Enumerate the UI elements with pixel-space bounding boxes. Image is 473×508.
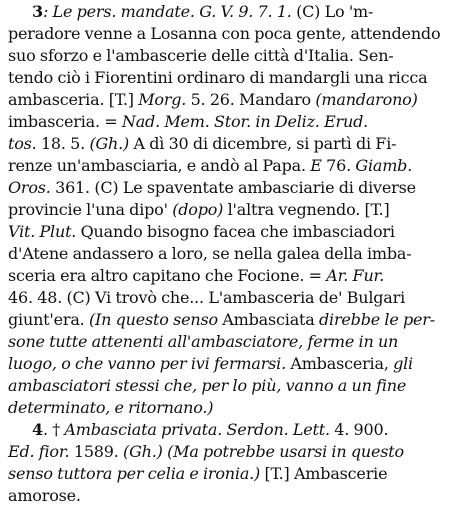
text-run: Vi trovò che... L'ambasceria de' Bulgari xyxy=(90,288,405,307)
text-run: 361. xyxy=(55,178,95,197)
text-run: (Ma potrebbe usarsi in questo xyxy=(167,442,404,461)
text-run: Ambasciata privata. Serdon. Lett. xyxy=(64,420,330,439)
text-run: [T.] xyxy=(364,200,390,219)
text-run: (Gh.) xyxy=(123,442,163,461)
text-run: [T.] xyxy=(108,90,134,109)
text-run: Nad. Mem. Stor. in Deliz. Erud. xyxy=(121,112,369,131)
text-run: l'altra vegnendo. xyxy=(223,200,365,219)
text-run: 76. xyxy=(321,156,356,175)
text-run: Ar. Fur. xyxy=(326,266,385,285)
text-line xyxy=(8,378,406,398)
text-run: 3 xyxy=(32,2,43,21)
text-run: (dopo) xyxy=(172,200,224,219)
text-line xyxy=(8,26,440,46)
text-run: 46. 48. xyxy=(8,288,67,307)
text-run: (Gh.) xyxy=(89,134,130,153)
text-run: Vit. Plut. xyxy=(8,222,77,241)
text-run: Giamb. xyxy=(355,156,413,175)
text-run: sceria era altro capitano che Focione. = xyxy=(8,266,327,285)
text-line xyxy=(8,444,404,464)
text-line xyxy=(8,400,213,420)
text-run: Ambasceria, xyxy=(290,354,394,373)
text-run: tos. xyxy=(8,134,41,153)
text-run: direbbe le per- xyxy=(318,310,435,329)
text-run: 4. 900. xyxy=(329,420,389,439)
text-line xyxy=(8,180,416,200)
text-line xyxy=(32,4,373,24)
text-line xyxy=(8,136,396,156)
text-line xyxy=(8,48,394,68)
text-line xyxy=(8,92,418,112)
text-run: determinato, e ritornano.) xyxy=(8,398,214,417)
text-run: (mandarono) xyxy=(315,90,418,109)
text-line xyxy=(8,488,81,508)
text-run: [T.] Ambascerie xyxy=(260,464,388,483)
text-run: imbasceria. = xyxy=(8,112,122,131)
text-line xyxy=(8,246,411,266)
text-run: luogo, o che vanno per ivi fermarsi. xyxy=(8,354,291,373)
text-run: amorose. xyxy=(8,486,81,505)
text-line xyxy=(32,422,388,442)
text-line xyxy=(8,356,413,376)
text-run: 1589. xyxy=(69,442,124,461)
text-run: Morg. xyxy=(133,90,191,109)
text-run: . † xyxy=(42,420,65,439)
text-run: 5. 26. Mandaro xyxy=(190,90,316,109)
text-run: d'Atene andassero a loro, se nella galea della imba- xyxy=(8,244,412,263)
text-line xyxy=(8,70,427,90)
text-run: (C) xyxy=(94,178,119,197)
text-run: sone tutte attenenti all'ambasciatore, ferme in un xyxy=(8,332,399,351)
text-line xyxy=(8,312,435,332)
text-run: peradore venne a Losanna con poca gente, attendendo xyxy=(8,24,441,43)
text-line xyxy=(8,114,368,134)
text-run: tendo ciò i Fiorentini ordinaro di mandargli una ricca xyxy=(8,68,428,87)
text-run: (In questo senso xyxy=(88,310,218,329)
text-run: (C) xyxy=(66,288,91,307)
text-run: renze un'ambasciaria, e andò al Papa. xyxy=(8,156,311,175)
text-run: giunt'era. xyxy=(8,310,89,329)
text-run: Ambasciata xyxy=(217,310,319,329)
text-line xyxy=(8,334,398,354)
text-run: ambasciatori stessi che, per lo più, vanno a un fine xyxy=(8,376,407,395)
text-run: gli xyxy=(393,354,413,373)
text-run: (C) xyxy=(296,2,321,21)
text-line xyxy=(8,290,405,310)
text-run: A dì 30 di dicembre, si partì di Fi- xyxy=(129,134,397,153)
text-run: 18. 5. xyxy=(40,134,90,153)
text-run: 4 xyxy=(32,420,43,439)
text-run: suo sforzo e l'ambascerie delle città d'Italia. Sen- xyxy=(8,46,394,65)
text-line xyxy=(8,158,412,178)
text-run: Oros. xyxy=(8,178,56,197)
text-run: E xyxy=(310,156,322,175)
text-line xyxy=(8,466,387,486)
text-line xyxy=(8,202,390,222)
text-run: provincie l'una dipo' xyxy=(8,200,173,219)
text-run: Lo 'm- xyxy=(320,2,374,21)
text-run: : Le pers. mandate. G. V. 9. 7. 1. xyxy=(42,2,297,21)
text-line xyxy=(8,224,395,244)
text-line xyxy=(8,268,384,288)
text-run: senso tuttora per celia e ironia.) xyxy=(8,464,261,483)
text-run: Le spaventate ambasciarie di diverse xyxy=(118,178,416,197)
text-run: Quando bisogno facea che imbasciadori xyxy=(76,222,395,241)
text-run: ambasceria. xyxy=(8,90,109,109)
text-run: Ed. fior. xyxy=(8,442,70,461)
